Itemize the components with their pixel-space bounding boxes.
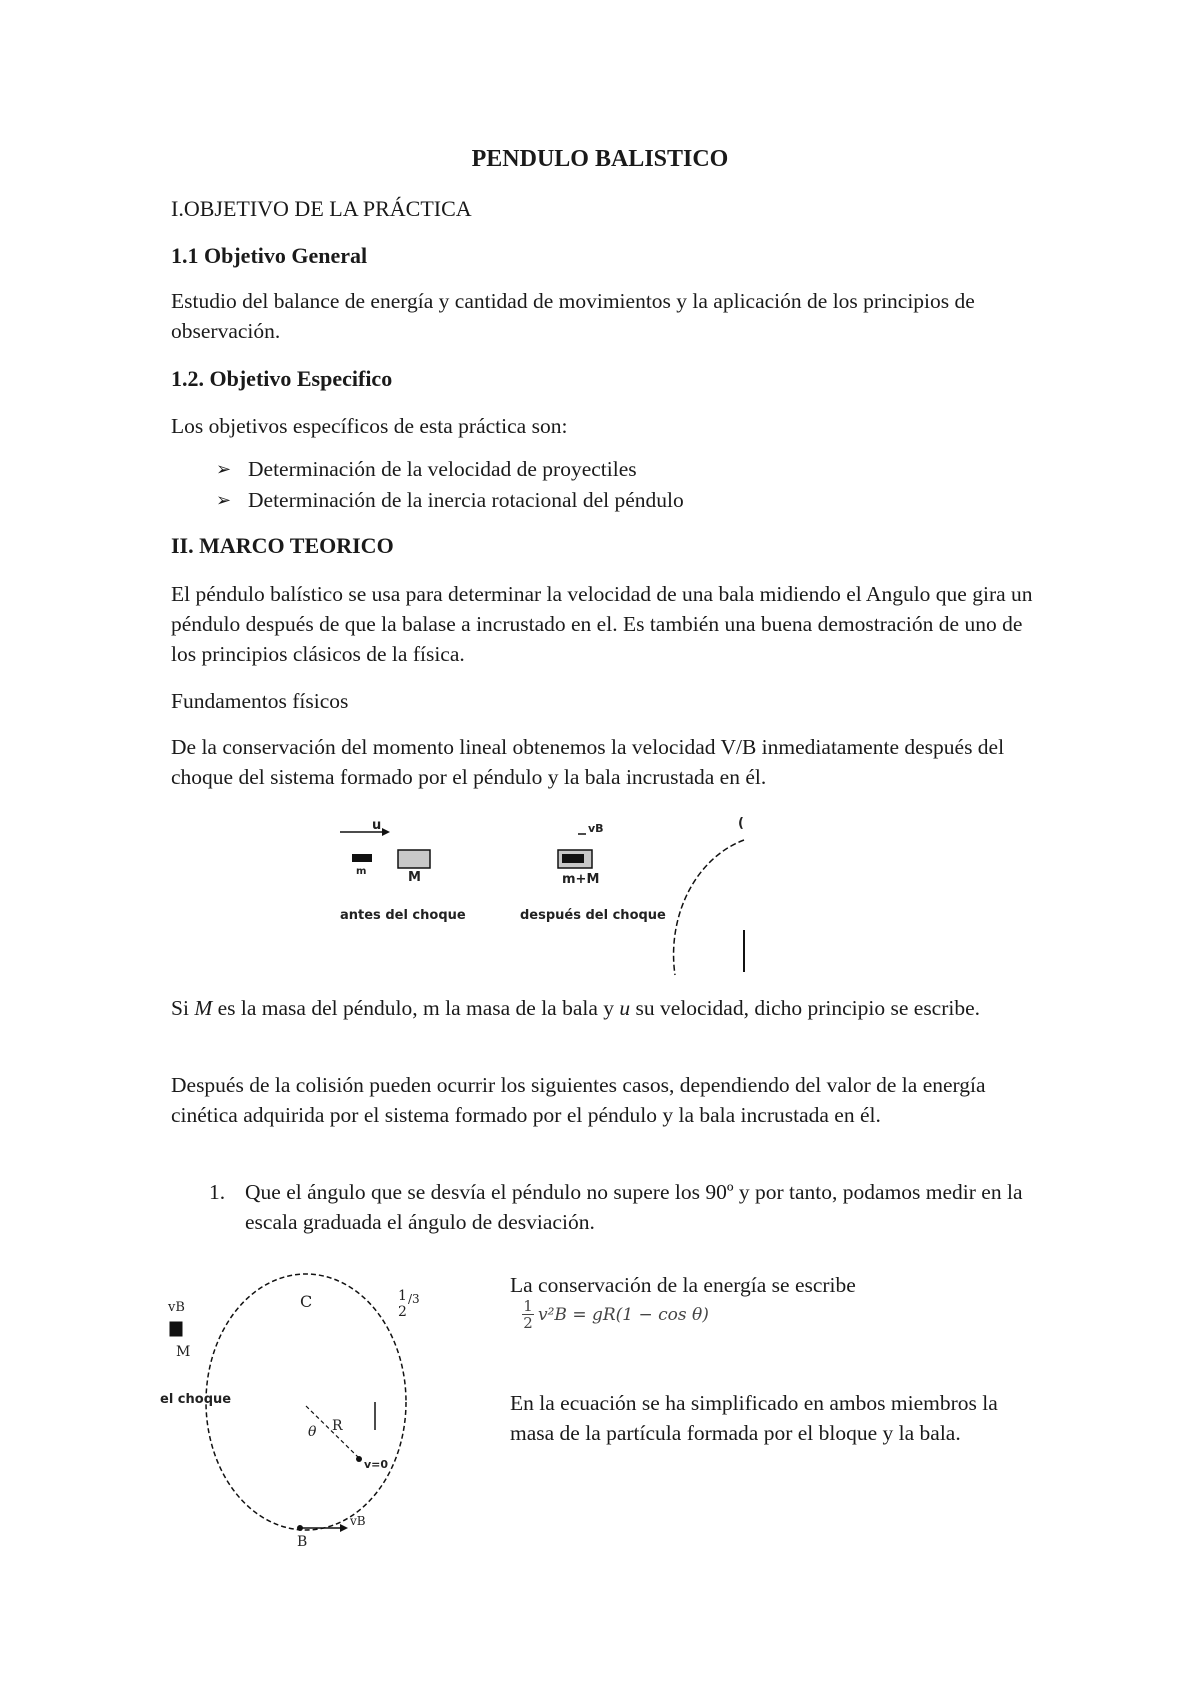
numbered-item: [209, 1177, 1025, 1237]
paragraph-objetivo-general: Estudio del balance de energía y cantidad de movimientos y la aplicación de los principios de observación.: [171, 289, 975, 343]
fraction-denominator: 2: [523, 1314, 533, 1332]
heading-objetivo-general: 1.1 Objetivo General: [171, 243, 368, 268]
text-fragment: su velocidad, dicho principio se escribe.: [630, 996, 981, 1020]
label-vB: vB: [168, 1300, 185, 1315]
figure-collision-drawing: [330, 820, 760, 980]
label-m: m: [356, 866, 367, 877]
paragraph-simplificado: En la ecuación se ha simplificado en ambos miembros la masa de la partícula formada por el bloque y la bala.: [510, 1391, 998, 1445]
bullet-item: [216, 488, 684, 513]
label-mM: m+M: [562, 872, 600, 887]
label-v0: v=0: [364, 1458, 389, 1471]
list-number: 1.: [209, 1180, 226, 1204]
label-R: R: [332, 1418, 343, 1434]
label-C: C: [300, 1292, 313, 1311]
page-title: PENDULO BALISTICO: [471, 146, 729, 172]
fraction-numerator: 1: [523, 1297, 533, 1315]
label-vB-bottom: vB: [350, 1514, 366, 1528]
label-antes: antes del choque: [340, 908, 466, 923]
block-bullet: [170, 1322, 182, 1336]
label-despues: después del choque: [520, 908, 666, 923]
bullet-text: Determinación de la inercia rotacional del péndulo: [248, 488, 684, 512]
paragraph-marco-intro: El péndulo balístico se usa para determinar la velocidad de una bala midiendo el Angulo que gira un péndulo después de que la balase a incrustado en el. Es también una buena demostración de uno de los principios clásicos de la física.: [171, 582, 1033, 666]
figure-circular-trajectory: [160, 1262, 500, 1550]
symbol-u: u: [619, 996, 631, 1020]
label-theta: θ: [308, 1424, 317, 1440]
paragraph-objetivos-intro: Los objetivos específicos de esta práctica son:: [171, 414, 568, 438]
pendulum-block: [398, 850, 430, 868]
energy-formula: [522, 1298, 709, 1331]
label-u: u: [372, 818, 382, 833]
label-fraction-side: /3: [408, 1292, 420, 1306]
label-corner: (: [738, 816, 744, 831]
arrowhead-bullet-icon: ➢: [216, 459, 232, 479]
formula-expression: v²B = gR(1 − cos θ): [538, 1304, 709, 1325]
label-vB: vB: [588, 822, 604, 835]
text-fragment: es la masa del péndulo, m la masa de la bala y: [212, 996, 620, 1020]
label-B: B: [297, 1534, 308, 1550]
point-v0: [356, 1456, 362, 1462]
paragraph-conservacion: De la conservación del momento lineal obtenemos la velocidad V/B inmediatamente después del choque del sistema formado por el péndulo y la bala incrustada en él.: [171, 735, 1005, 789]
label-fraction: [398, 1288, 407, 1320]
section-heading-marco-teorico: II. MARCO TEORICO: [171, 533, 394, 558]
formula-fraction: [522, 1298, 534, 1331]
symbol-M: M: [194, 996, 213, 1020]
fraction-top: 1: [398, 1288, 407, 1304]
text-fragment: Si: [171, 996, 195, 1020]
numbered-item-text: Que el ángulo que se desvía el péndulo no supere los 90º y por tanto, podamos medir en la escala graduada el ángulo de desviación.: [245, 1180, 1023, 1234]
fraction-bottom: 2: [398, 1304, 407, 1320]
label-choque: el choque: [160, 1392, 232, 1407]
embedded-bullet: [562, 854, 584, 863]
paragraph-despues-colision: Después de la colisión pueden ocurrir los siguientes casos, dependiendo del valor de la energía cinética adquirida por el sistema formado por el péndulo y la bala incrustada en él.: [171, 1073, 986, 1127]
bullet-text: Determinación de la velocidad de proyectiles: [248, 457, 637, 481]
label-M: M: [176, 1344, 191, 1360]
circular-path: [206, 1274, 406, 1530]
arrowhead-bullet-icon: ➢: [216, 490, 232, 510]
section-heading-objetivo: I.OBJETIVO DE LA PRÁCTICA: [171, 196, 472, 221]
bullet-item: [216, 457, 637, 482]
arrow-head-icon: [382, 828, 390, 836]
paragraph-fundamentos: Fundamentos físicos: [171, 689, 349, 713]
label-M: M: [408, 870, 421, 885]
heading-objetivo-especifico: 1.2. Objetivo Especifico: [171, 366, 393, 391]
swing-arc: [674, 840, 744, 975]
arrow-head-icon: [340, 1524, 348, 1532]
bullet-block: [352, 854, 372, 862]
paragraph-si-m: [171, 993, 1031, 1023]
figure-collision: [330, 816, 760, 980]
paragraph-energy: La conservación de la energía se escribe: [510, 1273, 856, 1297]
